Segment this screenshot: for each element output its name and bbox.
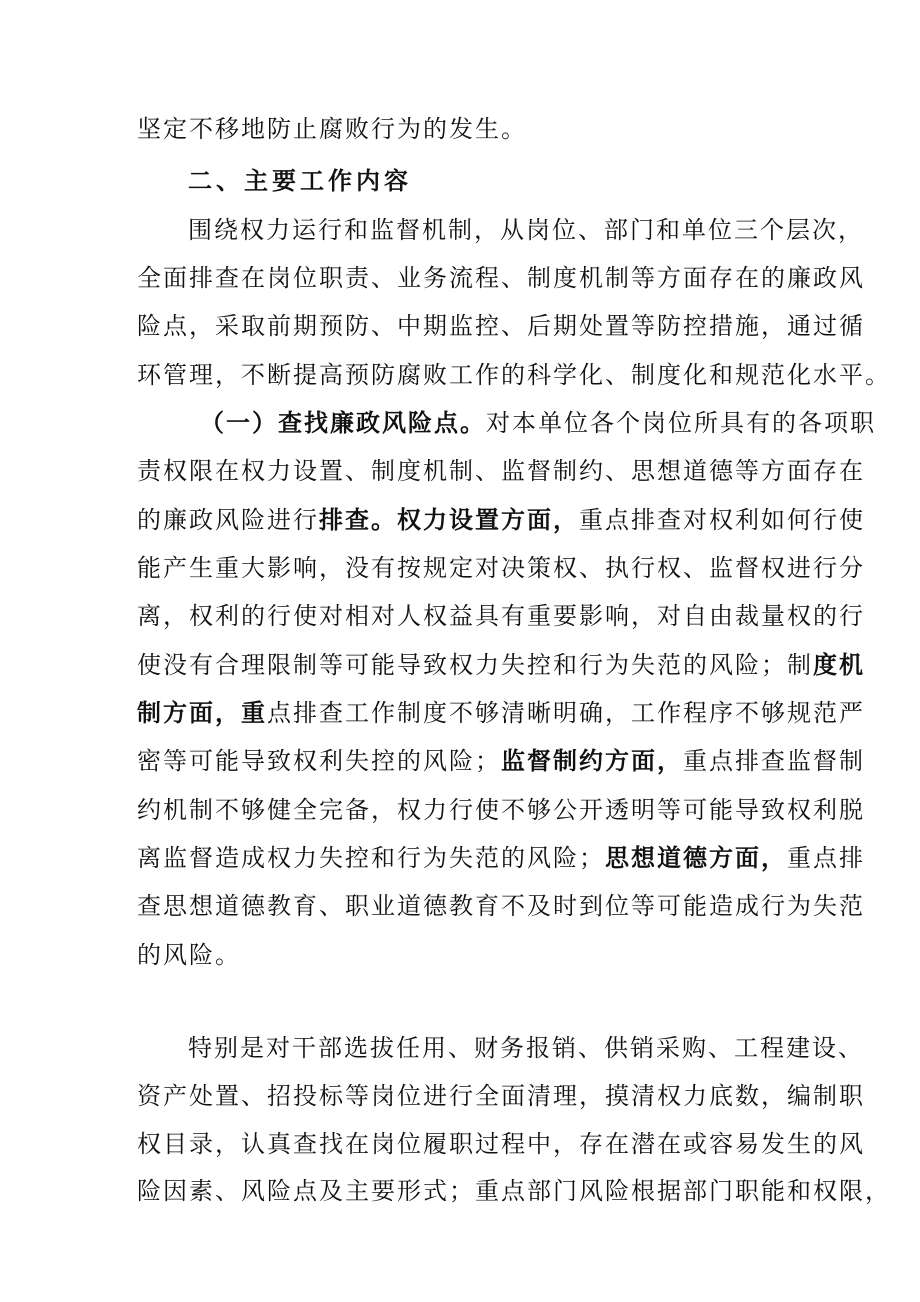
bold-text: 思想道德方面， [605, 843, 787, 872]
text-span: 密等可能导致权利失控的风险； [137, 747, 501, 775]
text-span: 环管理，不断提高预防腐败工作的科学化、制度化和规范化水平。 [137, 361, 891, 389]
paragraph-line-19 [188, 1033, 864, 1063]
paragraph-line-3 [188, 215, 864, 245]
text-span: 责权限在权力设置、制度机制、监督制约、思想道德等方面存在 [137, 457, 865, 485]
text-span: 查思想道德教育、职业道德教育不及时到位等可能造成行为失范 [137, 892, 865, 920]
text-span: 能产生重大影响，没有按规定对决策权、执行权、监督权进行分 [137, 554, 865, 582]
paragraph-line-8 [137, 456, 865, 486]
text-span: 资产处置、招投标等岗位进行全面清理，摸清权力底数，编制职 [137, 1082, 865, 1110]
bold-text: 度机 [813, 650, 865, 679]
paragraph-line-7 [188, 408, 876, 438]
paragraph-line-6 [137, 360, 891, 390]
text-span: 使没有合理限制等可能导致权力失控和行为失范的风险；制 [137, 651, 813, 679]
text-span: 的风险。 [137, 941, 241, 969]
text-span: 点排查工作制度不够清晰明确，工作程序不够规范严 [267, 699, 865, 727]
paragraph-line-11 [137, 601, 865, 631]
text-span: 重点排查对权利如何行使 [579, 506, 865, 534]
paragraph-line-22 [137, 1176, 891, 1206]
text-span: 险因素、风险点及主要形式；重点部门风险根据部门职能和权限， [137, 1177, 891, 1205]
subheading-text: （一）查找廉政风险点。 [200, 408, 486, 437]
paragraph-line-12 [137, 650, 865, 680]
section-heading [188, 166, 412, 196]
text-span: 权目录，认真查找在岗位履职过程中，存在潜在或容易发生的风 [137, 1130, 865, 1158]
text-span: 重点排查监督制 [683, 747, 865, 775]
paragraph-line-10 [137, 553, 865, 583]
bold-text: 排查。权力设置方面， [319, 505, 579, 534]
paragraph-line-14 [137, 746, 865, 776]
text-span: 围绕权力运行和监督机制，从岗位、部门和单位三个层次， [188, 216, 864, 244]
text-span: 的廉政风险进行 [137, 506, 319, 534]
paragraph-line-20 [137, 1081, 865, 1111]
paragraph-line-9 [137, 505, 865, 535]
text-span: 全面排查在岗位职责、业务流程、制度机制等方面存在的廉政风 [137, 264, 865, 292]
text-span: 险点，采取前期预防、中期监控、后期处置等防控措施，通过循 [137, 312, 865, 340]
paragraph-line-15 [137, 795, 865, 825]
text-span: 重点排 [787, 844, 865, 872]
text-span: 约机制不够健全完备，权力行使不够公开透明等可能导致权利脱 [137, 796, 865, 824]
paragraph-line-1 [137, 114, 527, 144]
paragraph-line-13 [137, 698, 865, 728]
paragraph-line-5 [137, 311, 865, 341]
text-span: 离，权利的行使对相对人权益具有重要影响，对自由裁量权的行 [137, 602, 865, 630]
bold-text: 监督制约方面， [501, 746, 683, 775]
text-span: 坚定不移地防止腐败行为的发生。 [137, 115, 527, 143]
bold-text: 制方面，重 [137, 698, 267, 727]
paragraph-line-16 [137, 843, 865, 873]
heading-text: 二、主要工作内容 [188, 166, 412, 195]
text-span: 特别是对干部选拔任用、财务报销、供销采购、工程建设、 [188, 1034, 864, 1062]
text-span: 对本单位各个岗位所具有的各项职 [486, 409, 876, 437]
paragraph-line-18 [137, 940, 241, 970]
text-span: 离监督造成权力失控和行为失范的风险； [137, 844, 605, 872]
paragraph-line-17 [137, 891, 865, 921]
paragraph-line-4 [137, 263, 865, 293]
paragraph-line-21 [137, 1129, 865, 1159]
